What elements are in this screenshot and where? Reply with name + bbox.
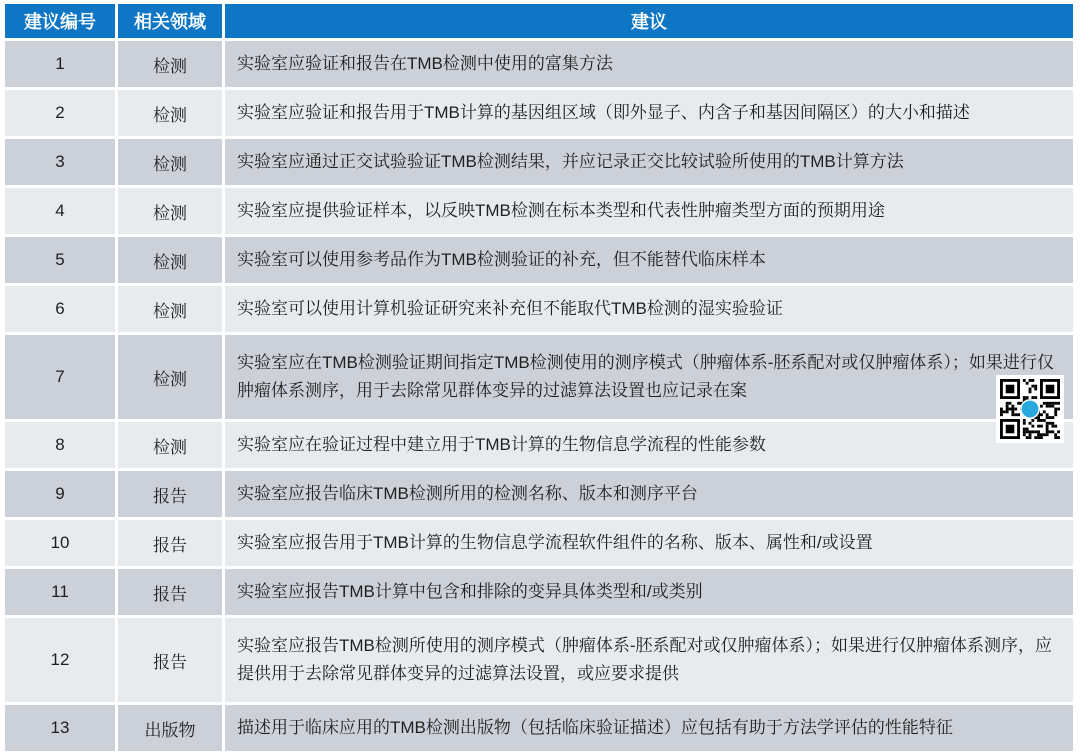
row-text-cell: 实验室可以使用计算机验证研究来补充但不能取代TMB检测的湿实验验证 — [225, 286, 1073, 332]
row-text-cell: 描述用于临床应用的TMB检测出版物（包括临床验证描述）应包括有助于方法学评估的性能特征 — [225, 705, 1073, 751]
table-row — [5, 286, 1073, 332]
table-row — [5, 569, 1073, 615]
row-number-cell: 4 — [5, 188, 115, 234]
row-text-cell: 实验室应在TMB检测验证期间指定TMB检测使用的测序模式（肿瘤体系-胚系配对或仅肿瘤体系）；如果进行仅肿瘤体系测序，用于去除常见群体变异的过滤算法设置也应记录在案 — [225, 335, 1073, 419]
row-number-cell: 6 — [5, 286, 115, 332]
row-number-cell: 7 — [5, 335, 115, 419]
row-field-cell: 检测 — [118, 188, 222, 234]
row-text-cell: 实验室应验证和报告用于TMB计算的基因组区域（即外显子、内含子和基因间隔区）的大小和描述 — [225, 90, 1073, 136]
qr-code-image — [1000, 379, 1060, 439]
row-text-cell: 实验室应提供验证样本，以反映TMB检测在标本类型和代表性肿瘤类型方面的预期用途 — [225, 188, 1073, 234]
header-recommendation-number: 建议编号 — [5, 4, 115, 38]
row-number-cell: 11 — [5, 569, 115, 615]
row-number-cell: 5 — [5, 237, 115, 283]
qr-code — [997, 376, 1063, 442]
row-field-cell: 检测 — [118, 90, 222, 136]
table-row — [5, 90, 1073, 136]
row-number-cell: 9 — [5, 471, 115, 517]
row-text-cell: 实验室应验证和报告在TMB检测中使用的富集方法 — [225, 41, 1073, 87]
row-number-cell: 2 — [5, 90, 115, 136]
row-text-cell: 实验室可以使用参考品作为TMB检测验证的补充，但不能替代临床样本 — [225, 237, 1073, 283]
table-body — [5, 41, 1073, 751]
row-field-cell: 检测 — [118, 422, 222, 468]
table-row — [5, 237, 1073, 283]
table-row — [5, 139, 1073, 185]
row-number-cell: 13 — [5, 705, 115, 751]
row-number-cell: 10 — [5, 520, 115, 566]
row-field-cell: 报告 — [118, 618, 222, 702]
row-field-cell: 报告 — [118, 471, 222, 517]
recommendations-table — [2, 1, 1076, 754]
table-row — [5, 471, 1073, 517]
table-row — [5, 705, 1073, 751]
row-number-cell: 1 — [5, 41, 115, 87]
row-field-cell: 检测 — [118, 286, 222, 332]
row-field-cell: 检测 — [118, 139, 222, 185]
table-header — [5, 4, 1073, 38]
table-row — [5, 618, 1073, 702]
row-field-cell: 报告 — [118, 569, 222, 615]
row-text-cell: 实验室应报告TMB检测所使用的测序模式（肿瘤体系-胚系配对或仅肿瘤体系）；如果进行仅肿瘤体系测序，应提供用于去除常见群体变异的过滤算法设置，或应要求提供 — [225, 618, 1073, 702]
row-field-cell: 检测 — [118, 41, 222, 87]
row-field-cell: 检测 — [118, 237, 222, 283]
row-text-cell: 实验室应报告TMB计算中包含和排除的变异具体类型和/或类别 — [225, 569, 1073, 615]
table-row — [5, 520, 1073, 566]
row-field-cell: 出版物 — [118, 705, 222, 751]
row-text-cell: 实验室应报告用于TMB计算的生物信息学流程软件组件的名称、版本、属性和/或设置 — [225, 520, 1073, 566]
row-number-cell: 8 — [5, 422, 115, 468]
row-field-cell: 报告 — [118, 520, 222, 566]
row-text-cell: 实验室应在验证过程中建立用于TMB计算的生物信息学流程的性能参数 — [225, 422, 1073, 468]
table-row — [5, 188, 1073, 234]
row-text-cell: 实验室应通过正交试验验证TMB检测结果，并应记录正交比较试验所使用的TMB计算方法 — [225, 139, 1073, 185]
row-number-cell: 3 — [5, 139, 115, 185]
header-recommendation: 建议 — [225, 4, 1073, 38]
row-field-cell: 检测 — [118, 335, 222, 419]
header-row — [5, 4, 1073, 38]
header-related-field: 相关领域 — [118, 4, 222, 38]
row-text-cell: 实验室应报告临床TMB检测所用的检测名称、版本和测序平台 — [225, 471, 1073, 517]
table-row — [5, 41, 1073, 87]
table-row — [5, 422, 1073, 468]
recommendations-page — [0, 1, 1080, 754]
table-row — [5, 335, 1073, 419]
row-number-cell: 12 — [5, 618, 115, 702]
